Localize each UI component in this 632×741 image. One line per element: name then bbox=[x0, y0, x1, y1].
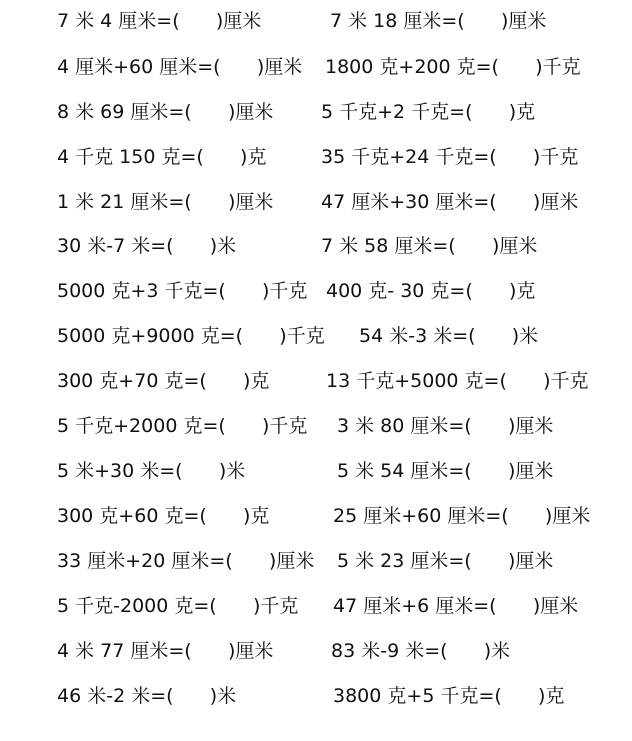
problem-right: 5 千克+2 千克=( )克 bbox=[321, 101, 536, 123]
problem-right: 7 米 18 厘米=( )厘米 bbox=[330, 10, 547, 32]
problem-row bbox=[0, 231, 632, 261]
problem-left: 46 米-2 米=( )米 bbox=[57, 685, 237, 707]
problem-right: 47 厘米+30 厘米=( )厘米 bbox=[321, 191, 579, 213]
problem-left: 5 千克+2000 克=( )千克 bbox=[57, 415, 308, 437]
problem-row bbox=[0, 456, 632, 486]
problem-row bbox=[0, 591, 632, 621]
problem-left: 5 米+30 米=( )米 bbox=[57, 460, 246, 482]
problem-left: 30 米-7 米=( )米 bbox=[57, 235, 237, 257]
problem-right: 7 米 58 厘米=( )厘米 bbox=[321, 235, 538, 257]
problem-left: 300 克+70 克=( )克 bbox=[57, 370, 270, 392]
problem-right: 3 米 80 厘米=( )厘米 bbox=[337, 415, 554, 437]
problem-right: 25 厘米+60 厘米=( )厘米 bbox=[333, 505, 591, 527]
problem-right: 54 米-3 米=( )米 bbox=[359, 325, 539, 347]
problem-row bbox=[0, 276, 632, 306]
problem-right: 83 米-9 米=( )米 bbox=[331, 640, 511, 662]
problem-row bbox=[0, 411, 632, 441]
problem-left: 7 米 4 厘米=( )厘米 bbox=[57, 10, 262, 32]
problem-right: 5 米 23 厘米=( )厘米 bbox=[337, 550, 554, 572]
problem-row bbox=[0, 636, 632, 666]
problem-right: 13 千克+5000 克=( )千克 bbox=[326, 370, 589, 392]
problem-row bbox=[0, 366, 632, 396]
problem-left: 300 克+60 克=( )克 bbox=[57, 505, 270, 527]
problem-left: 33 厘米+20 厘米=( )厘米 bbox=[57, 550, 315, 572]
problem-row bbox=[0, 321, 632, 351]
problem-left: 1 米 21 厘米=( )厘米 bbox=[57, 191, 274, 213]
problem-right: 35 千克+24 千克=( )千克 bbox=[321, 146, 579, 168]
problem-row bbox=[0, 187, 632, 217]
problem-row bbox=[0, 52, 632, 82]
problem-left: 4 千克 150 克=( )克 bbox=[57, 146, 267, 168]
problem-right: 1800 克+200 克=( )千克 bbox=[325, 56, 581, 78]
problem-left: 8 米 69 厘米=( )厘米 bbox=[57, 101, 274, 123]
problem-row bbox=[0, 546, 632, 576]
problem-left: 5 千克-2000 克=( )千克 bbox=[57, 595, 299, 617]
problem-left: 5000 克+3 千克=( )千克 bbox=[57, 280, 308, 302]
problem-row bbox=[0, 6, 632, 36]
problem-row bbox=[0, 97, 632, 127]
problem-right: 5 米 54 厘米=( )厘米 bbox=[337, 460, 554, 482]
problem-right: 400 克- 30 克=( )克 bbox=[326, 280, 536, 302]
problem-left: 5000 克+9000 克=( )千克 bbox=[57, 325, 325, 347]
problem-left: 4 米 77 厘米=( )厘米 bbox=[57, 640, 274, 662]
problem-right: 3800 克+5 千克=( )克 bbox=[333, 685, 565, 707]
problem-left: 4 厘米+60 厘米=( )厘米 bbox=[57, 56, 303, 78]
problem-row bbox=[0, 681, 632, 711]
problem-right: 47 厘米+6 厘米=( )厘米 bbox=[333, 595, 579, 617]
problem-row bbox=[0, 501, 632, 531]
problem-row bbox=[0, 142, 632, 172]
